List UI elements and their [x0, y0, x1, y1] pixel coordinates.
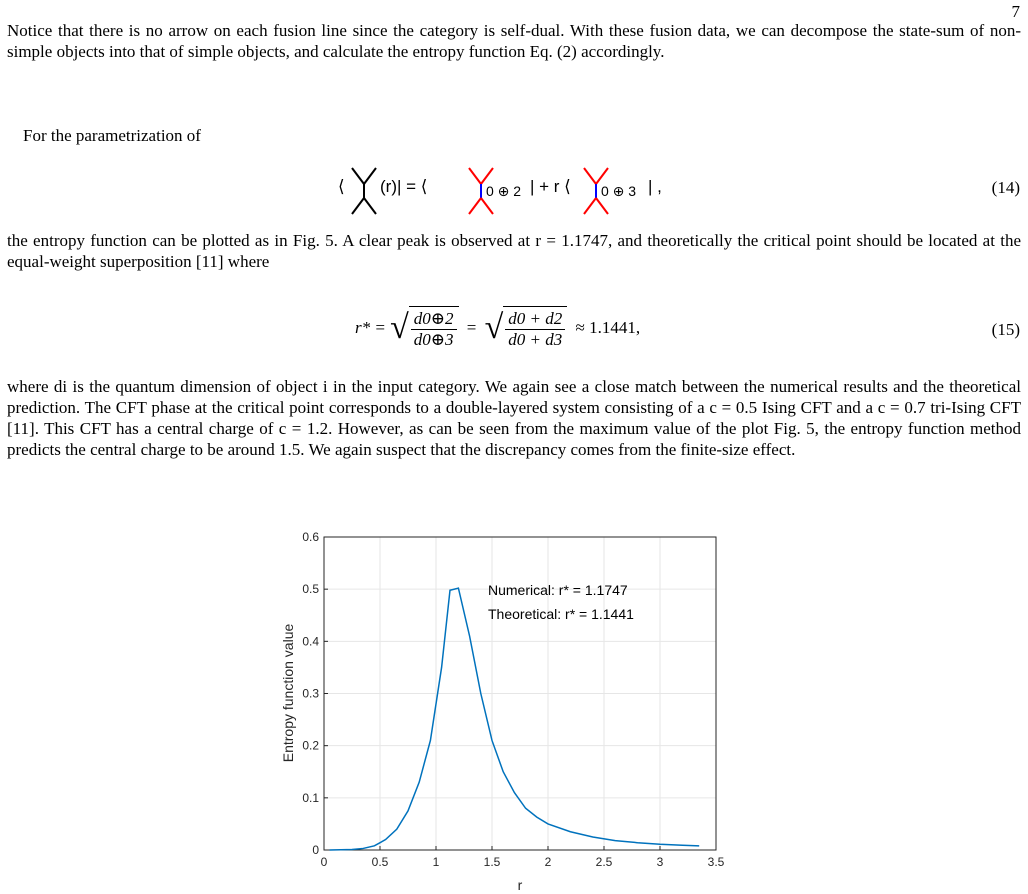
- sqrt-1: √ $\frac{d0\oplus 2}{d0\oplus 3}$: [390, 306, 458, 350]
- x-tick-label: 3: [656, 855, 664, 869]
- eq14-lhs-arg: (r)| = ⟨: [380, 177, 428, 196]
- eq14-plus: | + r ⟨: [530, 177, 571, 196]
- y-tick-label: 0.4: [302, 634, 319, 649]
- x-tick-label: 3.5: [707, 855, 725, 869]
- annotation-theoretical: Theoretical: r* = 1.1441: [488, 606, 634, 622]
- vertex-diagram-black: [352, 168, 376, 214]
- y-tick-label: 0: [312, 843, 319, 857]
- paragraph-1: Notice that there is no arrow on each fusion line since the category is self-dual. With these fusion data, we can decompose the state-sum of non-simple objects into that of simple objects, and calculate the entropy function Eq. (2) accordingly.: [7, 21, 1021, 61]
- page-number: 7: [1011, 2, 1020, 21]
- eq15-frac1-den: d0⊕3: [413, 330, 454, 349]
- eq15-equals: =: [466, 318, 477, 337]
- x-tick-label: 0.5: [371, 855, 389, 869]
- x-tick-label: 0: [320, 855, 328, 869]
- eq14-term2-label: 0 ⊕ 3: [601, 183, 637, 199]
- equation-14-number: (14): [991, 178, 1020, 197]
- x-tick-label: 1.5: [483, 855, 501, 869]
- equation-15: [0, 298, 1028, 362]
- y-tick-label: 0.5: [302, 582, 319, 597]
- sqrt-2: √ $\frac{d0 + d2}{d0 + d3}$: [485, 306, 568, 350]
- paragraph-2: For the parametrization of: [23, 126, 201, 145]
- eq15-frac2-num: d0 + d2: [505, 309, 565, 330]
- y-tick-label: 0.6: [302, 530, 319, 544]
- equation-14: [0, 150, 1028, 220]
- annotation-numerical: Numerical: r* = 1.1747: [488, 582, 628, 598]
- eq14-bra-open: ⟨: [338, 177, 345, 196]
- y-tick-label: 0.1: [302, 790, 319, 805]
- y-tick-label: 0.2: [302, 738, 319, 753]
- y-tick-label: 0.3: [302, 686, 319, 701]
- eq15-lhs: r* =: [355, 318, 386, 337]
- paragraph-4: where di is the quantum dimension of object i in the input category. We again see a close match between the numerical results and the theoretical prediction. The CFT phase at the critical point corresponds to a double-layered system consisting of a c = 0.5 Ising CFT and a c = 0.7 tri-Ising CFT [11]. This CFT has a central charge of c = 1.2. However, as can be seen from the maximum value of the plot Fig. 5, the entropy function method predicts the central charge to be around 1.5. We again suspect that the discrepancy comes from the finite-size effect.: [7, 377, 1021, 459]
- y-axis-label: Entropy function value: [280, 623, 296, 763]
- equation-15-number: (15): [991, 320, 1020, 339]
- x-axis-label: r: [517, 877, 523, 893]
- eq14-end: | ,: [648, 177, 662, 196]
- paragraph-3: the entropy function can be plotted as in Fig. 5. A clear peak is observed at r = 1.1747, and theoretically the critical point should be located at the equal-weight superposition [11] where: [7, 231, 1021, 271]
- equation-14-graphic: [0, 150, 1028, 220]
- x-tick-label: 1: [432, 855, 440, 869]
- eq15-frac1-num: d0⊕2: [411, 309, 457, 330]
- entropy-chart: [270, 528, 770, 893]
- eq15-frac2-den: d0 + d3: [508, 330, 563, 349]
- eq14-term1-label: 0 ⊕ 2: [486, 183, 522, 199]
- x-tick-label: 2.5: [595, 855, 613, 869]
- x-tick-label: 2: [544, 855, 552, 869]
- eq15-approx: ≈ 1.1441,: [575, 318, 641, 337]
